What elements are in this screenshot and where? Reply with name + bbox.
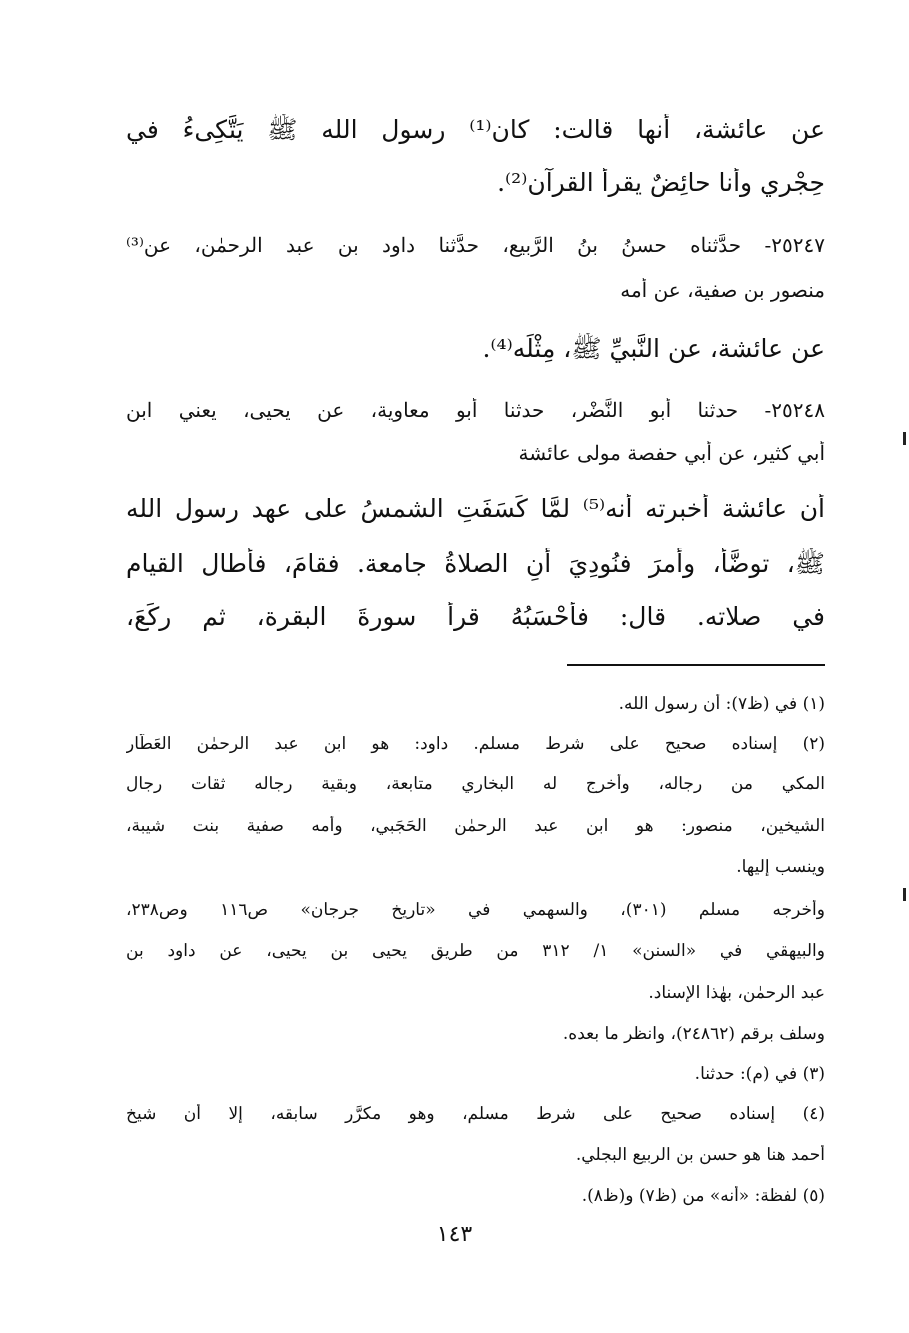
hadith-chain-line: ٢٥٢٤٨- حدثنا أبو النَّضْر، حدثنا أبو معاوية، عن يحيى، يعني ابن (126, 398, 825, 422)
footnote-line: عبد الرحمٰن، بهٰذا الإسناد. (648, 983, 825, 1003)
scan-edge-mark (903, 432, 906, 445)
footnote-line: المكي من رجاله، وأخرج له البخاري متابعة، وبقية رجاله ثقات رجال (126, 774, 825, 794)
hadith-chain-line: أبي كثير، عن أبي حفصة مولى عائشة (518, 441, 825, 465)
hadith-chain-line: منصور بن صفية، عن أمه (620, 278, 825, 302)
footnote-line: وينسب إليها. (736, 857, 825, 877)
footnote-line: (٣) في (م): حدثنا. (694, 1064, 825, 1084)
footnote-line: وأخرجه مسلم (٣٠١)، والسهمي في «تاريخ جرجان» ص١١٦ وص٢٣٨، (126, 900, 825, 920)
main-text-line: ﷺ، توضَّأَ، وأمرَ فنُودِيَ أنِ الصلاةُ جامعة. فقامَ، فأطال القيام (126, 549, 825, 578)
page-number: ١٤٣ (436, 1222, 473, 1247)
main-text-line: في صلاته. قال: فأَحْسَبُهُ قرأ سورةَ البقرة، ثم ركَعَ، (126, 602, 825, 631)
footnote-line: (٥) لفظة: «أنه» من (ظ٧) و(ظ٨). (581, 1186, 825, 1206)
footnote-divider (567, 664, 825, 666)
footnote-line: (١) في (ظ٧): أن رسول الله. (618, 694, 825, 714)
footnote-line: الشيخين، منصور: هو ابن عبد الرحمٰن الحَجَبي، وأُمه صفية بنت شيبة، (126, 816, 825, 836)
main-text-line: أن عائشة أخبرته أنه⁽⁵⁾ لمَّا كَسَفَتِ الشمسُ على عهد رسولِ الله (126, 494, 825, 523)
main-text-line: عن عائشة، أنها قالت: كان⁽¹⁾ رسول الله ﷺ يَتَّكِىءُ في (126, 115, 825, 144)
footnote-line: أحمد هنا هو حسن بن الربيع البجلي. (575, 1145, 825, 1165)
scan-edge-mark (903, 888, 906, 901)
footnote-line: والبيهقي في «السنن» ١/ ٣١٢ من طريق يحيى بن يحيى، عن داود بن (126, 941, 825, 961)
footnote-line: (٢) إسناده صحيح على شرط مسلم. داود: هو ابن عبد الرحمٰن العَطَّار (126, 734, 825, 754)
footnote-line: (٤) إسناده صحيح على شرط مسلم، وهو مكرَّر سابقه، إلا أن شيخ (126, 1104, 825, 1124)
hadith-chain-line: ٢٥٢٤٧- حدَّثناه حسنُ بنُ الرَّبيع، حدَّثنا داود بن عبد الرحمٰن، عن⁽³⁾ (126, 233, 825, 257)
main-text-line: عن عائشة، عن النَّبيِّ ﷺ، مِثْلَه⁽⁴⁾. (482, 334, 825, 363)
footnote-line: وسلف برقم (٢٤٨٦٢)، وانظر ما بعده. (562, 1024, 825, 1044)
main-text-line: حِجْري وأنا حائِضٌ يقرأُ القرآن⁽²⁾. (497, 168, 825, 197)
